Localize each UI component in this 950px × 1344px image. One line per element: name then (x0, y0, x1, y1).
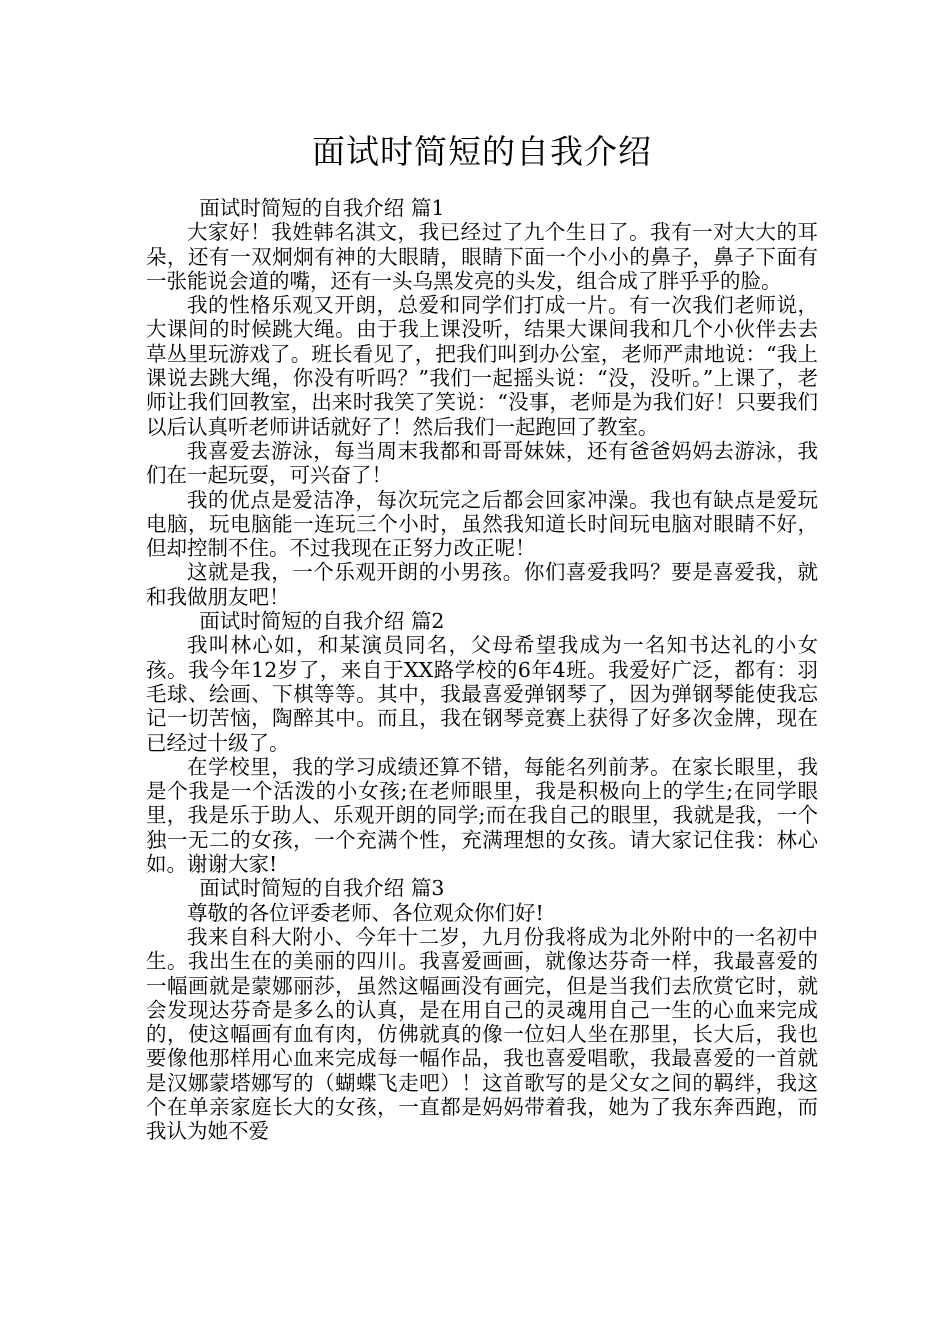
paragraph: 我的性格乐观又开朗，总爱和同学们打成一片。有一次我们老师说，大课间的时候跳大绳。由于我上课没听，结果大课间我和几个小伙伴去去草丛里玩游戏了。班长看见了，把我们叫到办公室，老师严肃地说：“我上课说去跳大绳，你没有听吗？”我们一起摇头说：“没，没听。”上课了，老师让我们回教室，出来时我笑了笑说：“没事，老师是为我们好！只要我们以后认真听老师讲话就好了！然后我们一起跑回了教室。 (146, 293, 818, 439)
paragraph: 在学校里，我的学习成绩还算不错，每能名列前茅。在家长眼里，我是个我是一个活泼的小女孩;在老师眼里，我是积极向上的学生;在同学眼里，我是乐于助人、乐观开朗的同学;而在我自己的眼里，我就是我，一个独一无二的女孩，一个充满个性，充满理想的女孩。请大家记住我：林心如。谢谢大家! (146, 754, 818, 877)
paragraph: 我喜爱去游泳，每当周末我都和哥哥妹妹，还有爸爸妈妈去游泳，我们在一起玩耍，可兴奋了！ (146, 438, 818, 488)
document-body (146, 196, 818, 1144)
section-heading-1: 面试时简短的自我介绍 篇1 (199, 196, 445, 220)
paragraph: 这就是我，一个乐观开朗的小男孩。你们喜爱我吗？要是喜爱我，就和我做朋友吧！ (146, 560, 818, 609)
document-page (146, 0, 818, 1144)
paragraph: 大家好！我姓韩名淇文，我已经过了九个生日了。我有一对大大的耳朵，还有一双炯炯有神的大眼睛，眼睛下面一个小小的鼻子，鼻子下面有一张能说会道的嘴，还有一头乌黑发亮的头发，组合成了胖乎乎的脸。 (146, 220, 818, 293)
paragraph: 尊敬的各位评委老师、各位观众你们好! (187, 900, 544, 925)
paragraph: 我来自科大附小、今年十二岁，九月份我将成为北外附中的一名初中生。我出生在的美丽的四川。我喜爱画画，就像达芬奇一样，我最喜爱的一幅画就是蒙娜丽莎，虽然这幅画没有画完，但是当我们去欣赏它时，就会发现达芬奇是多么的认真，是在用自己的灵魂用自己一生的心血来完成的，使这幅画有血有肉，仿佛就真的像一位妇人坐在那里，长大后，我也要像他那样用心血来完成每一幅作品，我也喜爱唱歌，我最喜爱的一首就是汉娜蒙塔娜写的（蝴蝶飞走吧）！这首歌写的是父女之间的羁绊，我这个在单亲家庭长大的女孩，一直都是妈妈带着我，她为了我东奔西跑，而我认为她不爱 (146, 924, 818, 1144)
document-title: 面试时简短的自我介绍 (312, 132, 652, 171)
section-heading-3: 面试时简短的自我介绍 篇3 (199, 876, 445, 901)
section-heading-2: 面试时简短的自我介绍 篇2 (199, 609, 445, 634)
paragraph: 我的优点是爱洁净，每次玩完之后都会回家冲澡。我也有缺点是爱玩电脑，玩电脑能一连玩三个小时，虽然我知道长时间玩电脑对眼睛不好，但却控制不住。不过我现在正努力改正呢！ (146, 487, 818, 561)
paragraph: 我叫林心如，和某演员同名，父母希望我成为一名知书达礼的小女孩。我今年12岁了，来自于XX路学校的6年4班。我爱好广泛，都有：羽毛球、绘画、下棋等等。其中，我最喜爱弹钢琴了，因为弹钢琴能使我忘记一切苦恼，陶醉其中。而且，我在钢琴竞赛上获得了好多次金牌，现在已经过十级了。 (146, 633, 818, 755)
